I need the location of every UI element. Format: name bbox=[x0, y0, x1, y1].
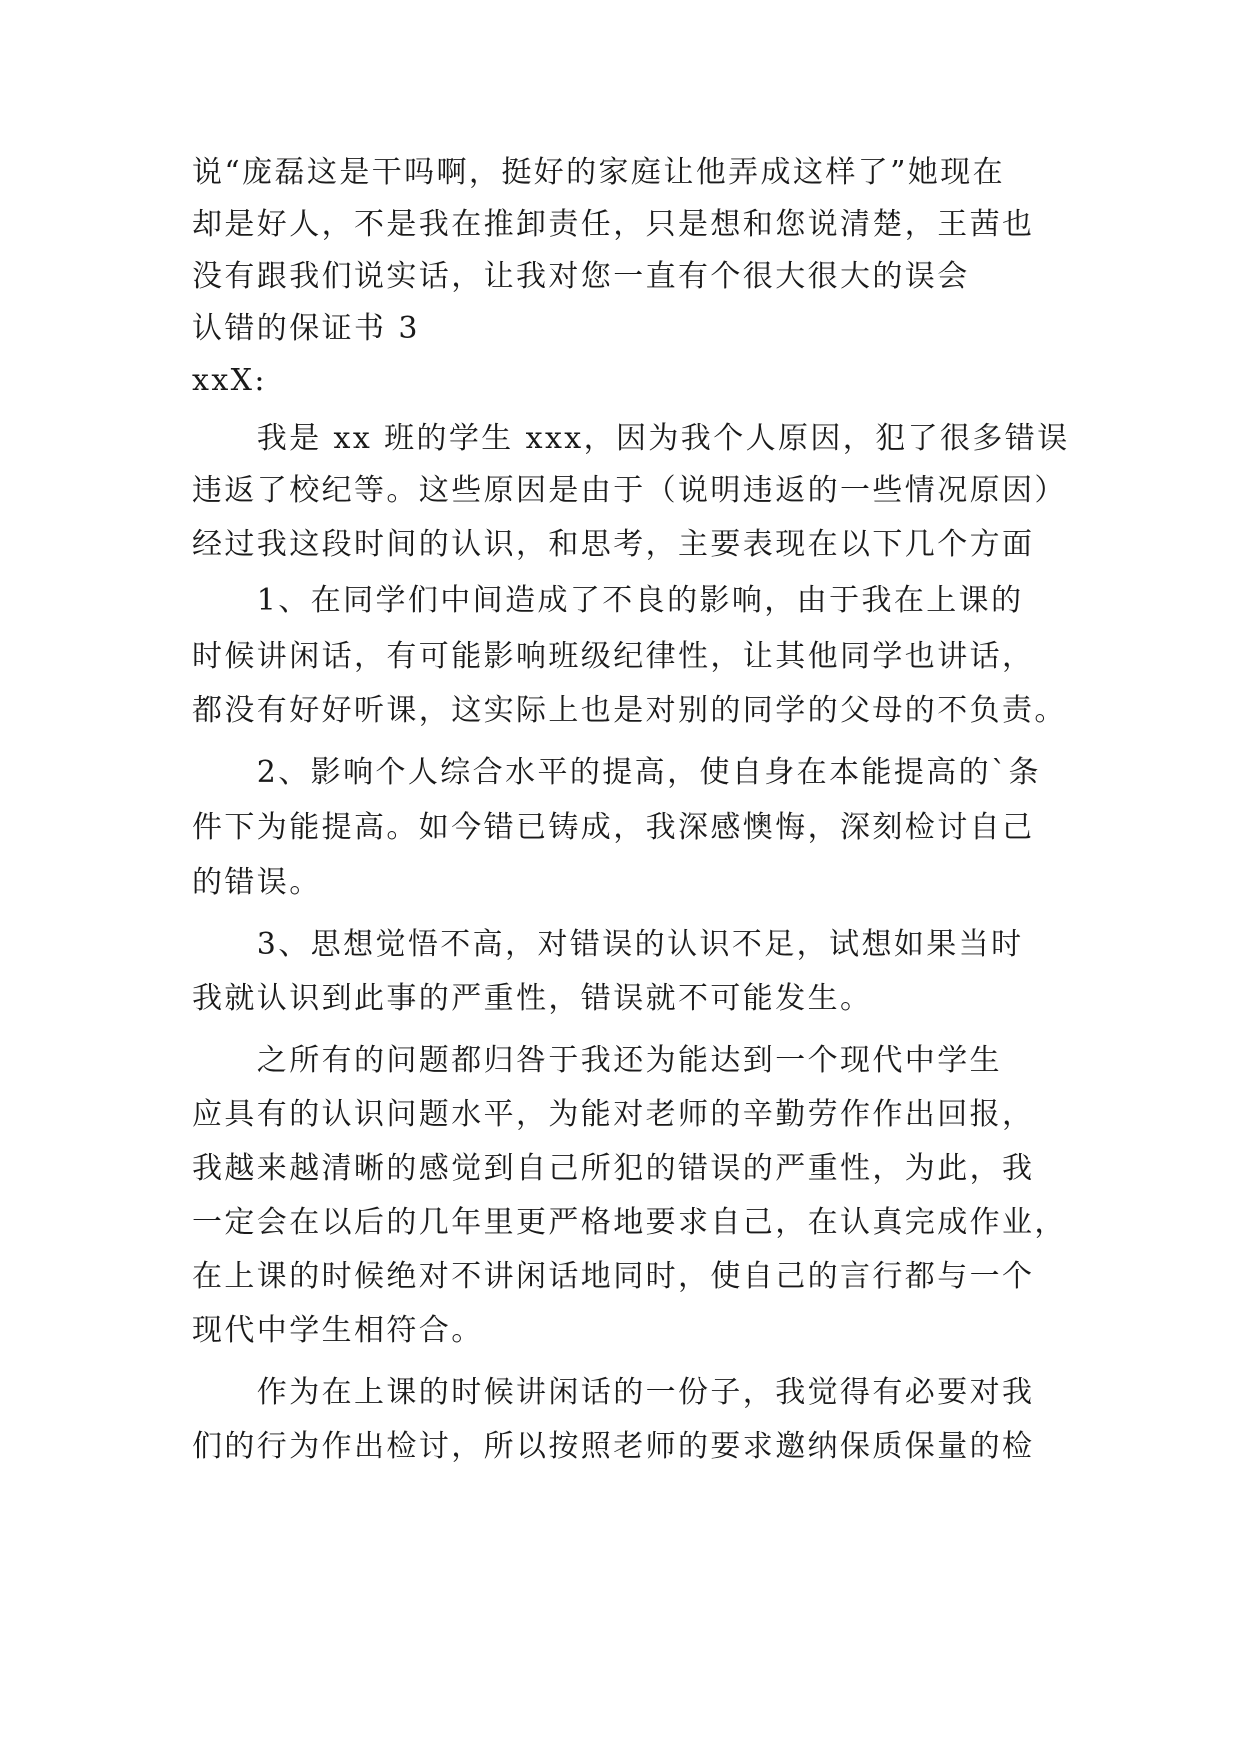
text-line: 3、思想觉悟不高，对错误的认识不足，试想如果当时 bbox=[192, 927, 1024, 962]
text-line: 违返了校纪等。这些原因是由于（说明违返的一些情况原因） bbox=[192, 473, 1067, 508]
text-line: 们的行为作出检讨，所以按照老师的要求邀纳保质保量的检 bbox=[192, 1429, 1035, 1464]
text-line: 经过我这段时间的认识，和思考，主要表现在以下几个方面 bbox=[192, 527, 1035, 562]
text-line: 都没有好好听课，这实际上也是对别的同学的父母的不负责。 bbox=[192, 693, 1067, 728]
text-line: 2、影响个人综合水平的提高，使自身在本能提高的`条 bbox=[192, 755, 1041, 790]
text-line: 一定会在以后的几年里更严格地要求自己，在认真完成作业， bbox=[192, 1205, 1067, 1240]
text-line: 现代中学生相符合。 bbox=[192, 1313, 484, 1348]
text-line: 我就认识到此事的严重性，错误就不可能发生。 bbox=[192, 981, 873, 1016]
text-line: 应具有的认识问题水平，为能对老师的辛勤劳作作出回报， bbox=[192, 1097, 1035, 1132]
text-line: 在上课的时候绝对不讲闲话地同时，使自己的言行都与一个 bbox=[192, 1259, 1035, 1294]
text-line: 的错误。 bbox=[192, 865, 322, 900]
section-heading: 认错的保证书 3 bbox=[192, 311, 420, 346]
text-line: 时候讲闲话，有可能影响班级纪律性，让其他同学也讲话， bbox=[192, 639, 1035, 674]
text-line: 没有跟我们说实话，让我对您一直有个很大很大的误会 bbox=[192, 259, 970, 294]
text-line: 1、在同学们中间造成了不良的影响，由于我在上课的 bbox=[192, 583, 1024, 618]
text-line: 我越来越清晰的感觉到自己所犯的错误的严重性，为此，我 bbox=[192, 1151, 1035, 1186]
text-line: 作为在上课的时候讲闲话的一份子，我觉得有必要对我 bbox=[192, 1375, 1035, 1410]
text-line: 之所有的问题都归咎于我还为能达到一个现代中学生 bbox=[192, 1043, 1002, 1078]
text-line: 我是 xx 班的学生 xxx，因为我个人原因，犯了很多错误 bbox=[192, 421, 1070, 456]
text-line: 却是好人，不是我在推卸责任，只是想和您说清楚，王茜也 bbox=[192, 207, 1035, 242]
salutation: xxX: bbox=[192, 363, 267, 398]
text-line: 件下为能提高。如今错已铸成，我深感懊悔，深刻检讨自己 bbox=[192, 810, 1035, 845]
text-line: 说“庞磊这是干吗啊，挺好的家庭让他弄成这样了”她现在 bbox=[192, 155, 1006, 190]
